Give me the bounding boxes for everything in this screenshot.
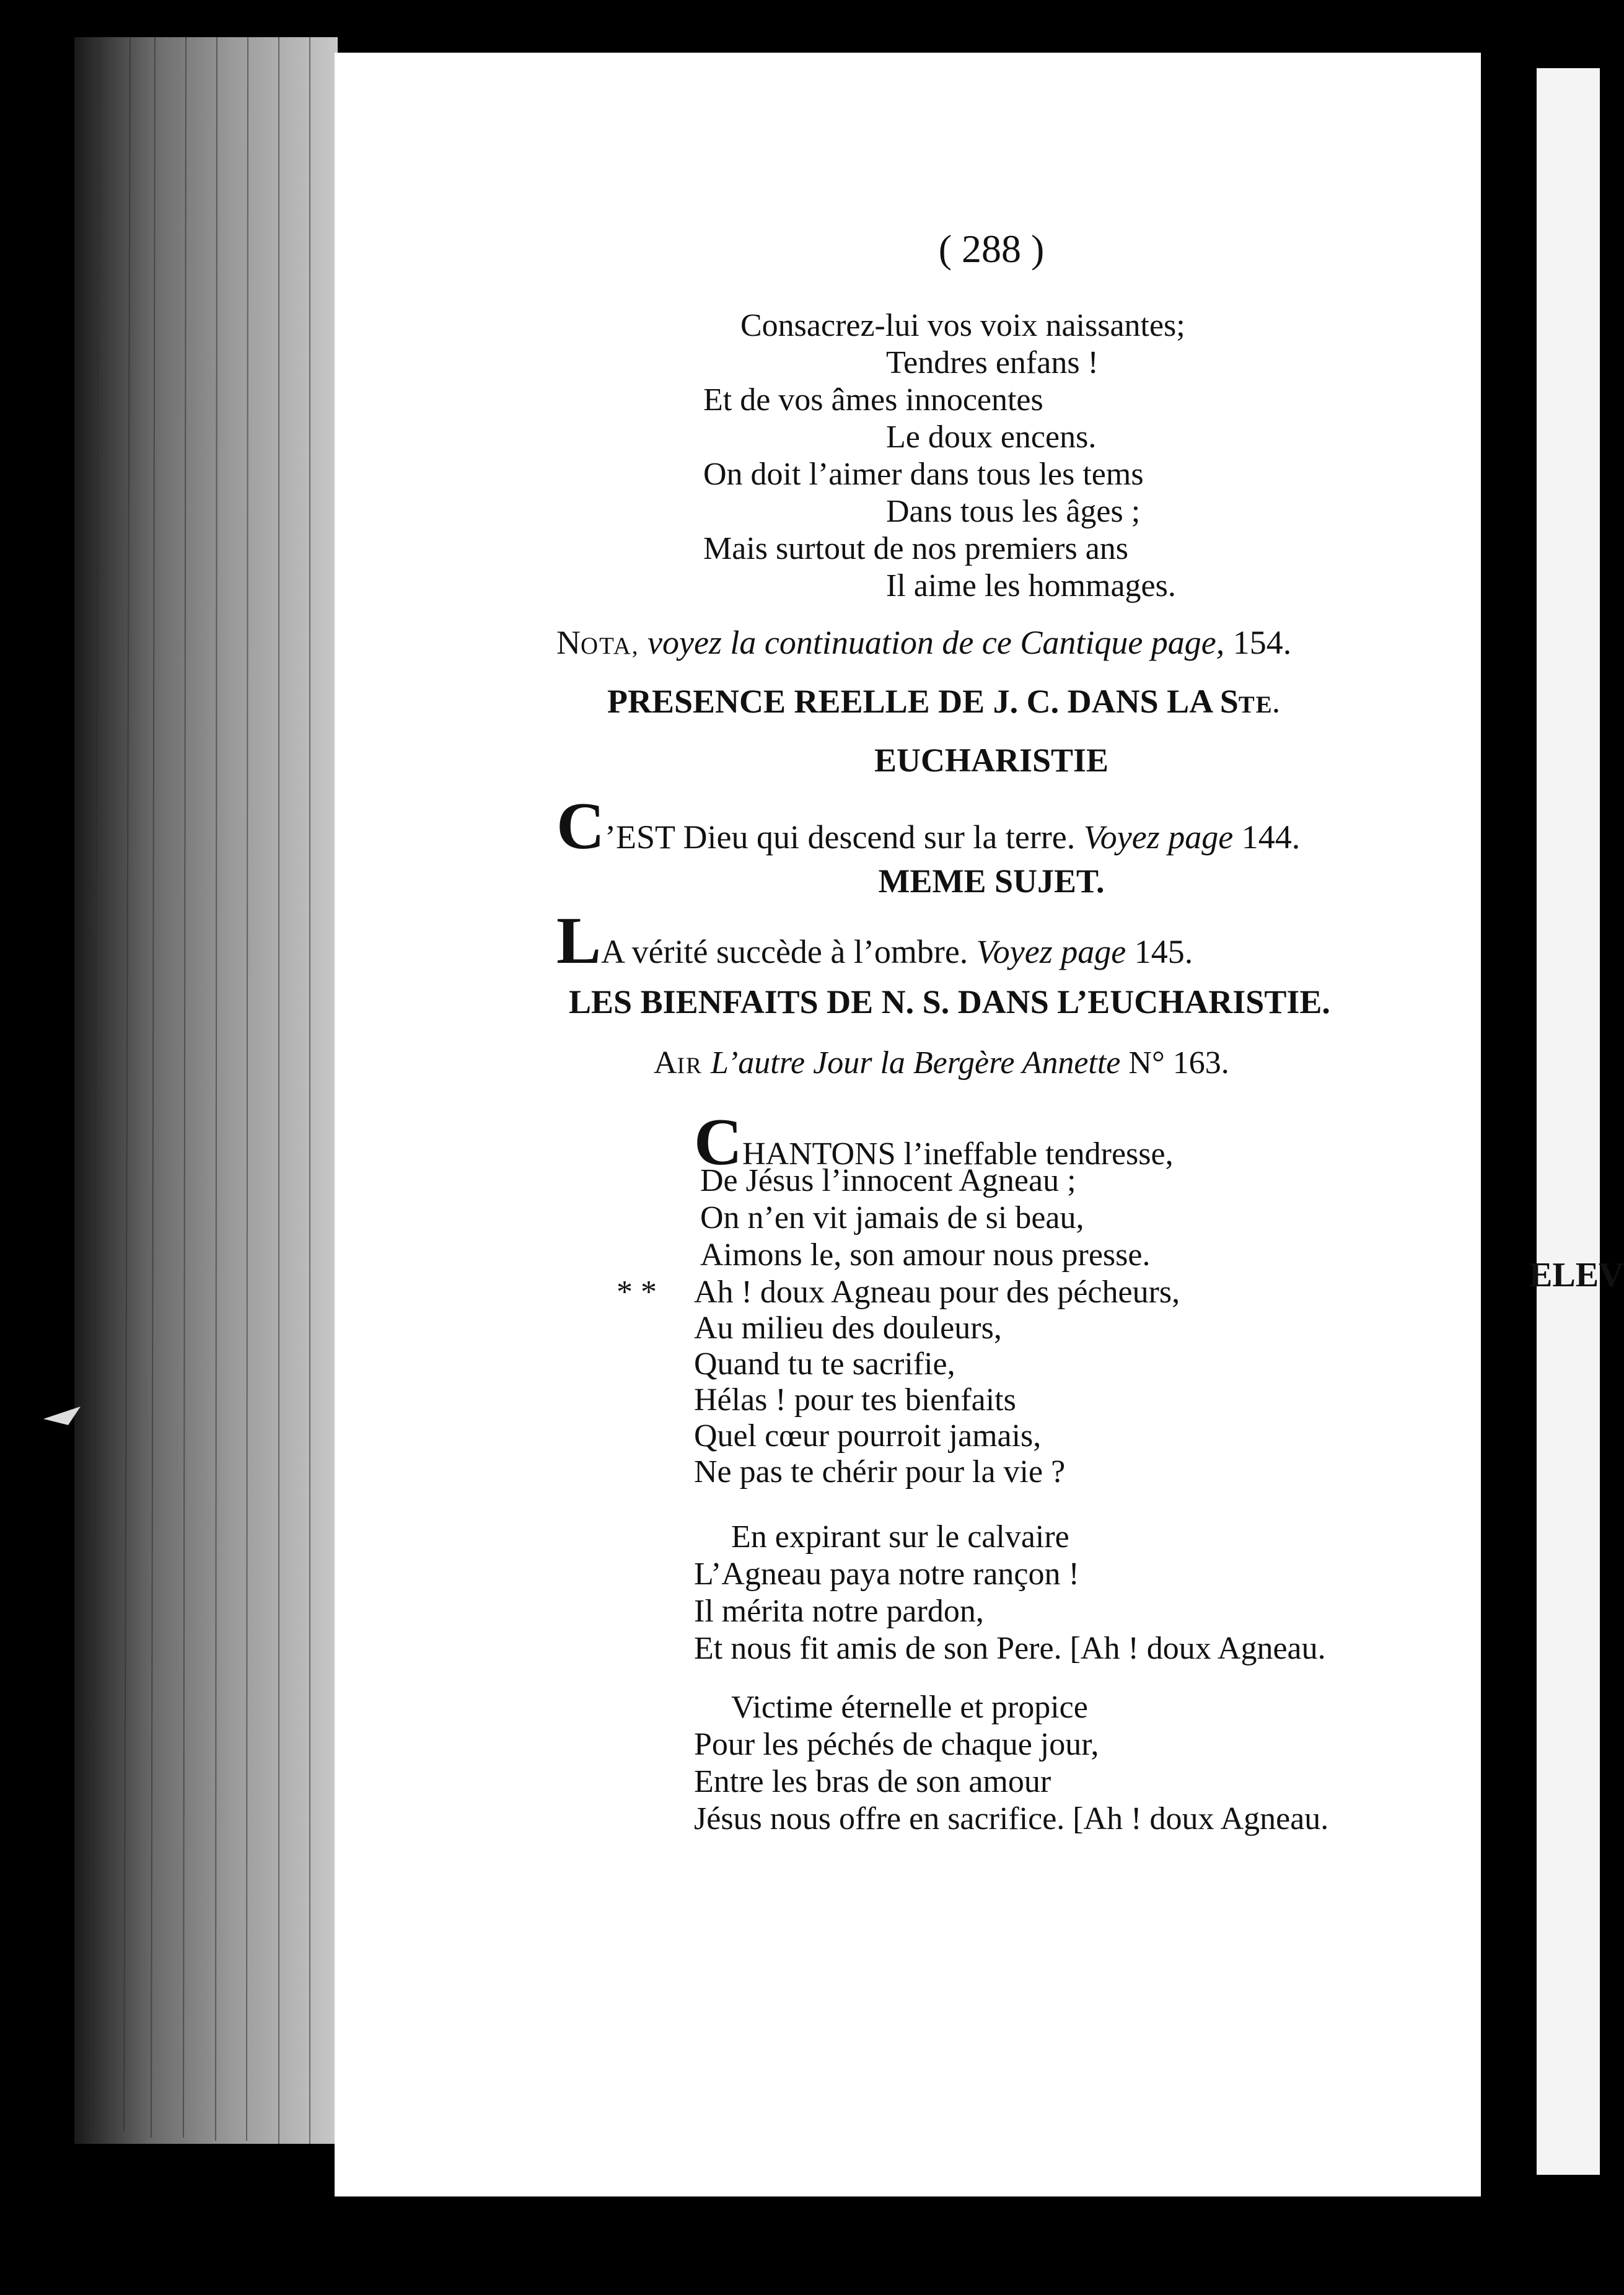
verse-line: Jésus nous offre en sacrifice. [Ah ! doux Agneau. bbox=[694, 1801, 1329, 1836]
hymn-line: On doit l’aimer dans tous les tems bbox=[703, 457, 1144, 492]
hymn-line: Tendres enfans ! bbox=[886, 345, 1099, 380]
drop-cap: L bbox=[556, 904, 602, 978]
refrain-line: Quel cœur pourroit jamais, bbox=[694, 1418, 1042, 1454]
refrain-cue: [Ah ! doux Agneau. bbox=[1069, 1631, 1326, 1666]
page-number: ( 288 ) bbox=[938, 227, 1045, 271]
verse-line: Et nous fit amis de son Pere. [Ah ! doux Agneau. bbox=[694, 1631, 1326, 1666]
refrain-line: Au milieu des douleurs, bbox=[694, 1310, 1002, 1346]
air-line: AIR L’autre Jour la Bergère Annette N° 163. bbox=[654, 1045, 1229, 1081]
refrain-line: Ah ! doux Agneau pour des pécheurs, bbox=[694, 1275, 1180, 1310]
incipit-line: LA vérité succède à l’ombre. Voyez page 145. bbox=[556, 904, 1193, 978]
verse-line: En expirant sur le calvaire bbox=[731, 1519, 1069, 1555]
refrain-line: Ne pas te chérir pour la vie ? bbox=[694, 1454, 1066, 1490]
hymn-line: Le doux encens. bbox=[886, 419, 1097, 455]
verse-line: Pour les péchés de chaque jour, bbox=[694, 1727, 1099, 1762]
nota-text: voyez la continuation de ce Cantique page, bbox=[647, 624, 1225, 661]
section-title: LES BIENFAITS DE N. S. DANS L’EUCHARISTIE. bbox=[569, 983, 1330, 1020]
section-title: MEME SUJET. bbox=[878, 862, 1105, 900]
hymn-line: Il aime les hommages. bbox=[886, 568, 1176, 603]
refrain-marker: * * bbox=[617, 1275, 657, 1310]
section-title-line2: EUCHARISTIE bbox=[874, 742, 1109, 779]
hymn-line: Et de vos âmes innocentes bbox=[703, 382, 1043, 418]
hymn-line: Dans tous les âges ; bbox=[886, 494, 1141, 529]
drop-cap: C bbox=[694, 1105, 742, 1179]
verse-line: L’Agneau paya notre rançon ! bbox=[694, 1556, 1079, 1592]
facing-page-edge bbox=[1537, 68, 1600, 2175]
refrain-line: Quand tu te sacrifie, bbox=[694, 1346, 955, 1382]
verse-line: De Jésus l’innocent Agneau ; bbox=[700, 1163, 1076, 1198]
refrain-line: Hélas ! pour tes bienfaits bbox=[694, 1382, 1016, 1418]
facing-page-fragment: ELEV bbox=[1529, 1256, 1624, 1294]
refrain-cue: [Ah ! doux Agneau. bbox=[1073, 1801, 1329, 1836]
verse-line: CHANTONS l’ineffable tendresse, bbox=[694, 1105, 1174, 1179]
hymn-line: Mais surtout de nos premiers ans bbox=[703, 531, 1129, 566]
verse-line: Entre les bras de son amour bbox=[694, 1764, 1051, 1799]
verse-line: Aimons le, son amour nous presse. bbox=[700, 1237, 1151, 1273]
verse-line: On n’en vit jamais de si beau, bbox=[700, 1200, 1084, 1235]
drop-cap: C bbox=[556, 789, 605, 863]
verse-line: Victime éternelle et propice bbox=[731, 1690, 1088, 1725]
hymn-line: Consacrez-lui vos voix naissantes; bbox=[740, 308, 1185, 343]
nota-label: NOTA, bbox=[556, 624, 639, 661]
incipit-line: C’EST Dieu qui descend sur la terre. Voyez page 144. bbox=[556, 789, 1301, 863]
section-title: PRESENCE REELLE DE J. C. DANS LA STE. bbox=[607, 683, 1281, 720]
nota-line bbox=[556, 626, 1291, 659]
nota-page: 154. bbox=[1232, 624, 1292, 661]
verse-line: Il mérita notre pardon, bbox=[694, 1594, 984, 1629]
